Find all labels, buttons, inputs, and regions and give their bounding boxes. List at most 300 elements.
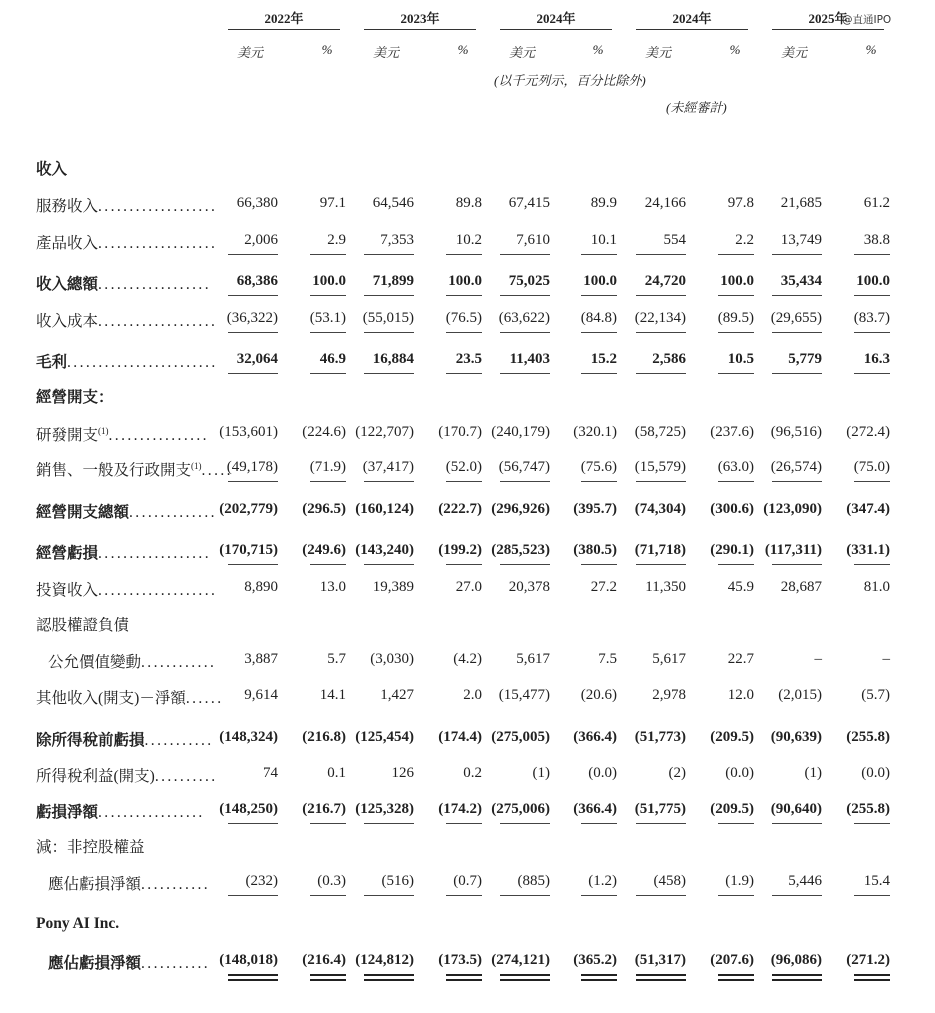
table-cell: (222.7) [438,501,482,517]
table-cell: 23.5 [455,351,482,367]
subtotal-rule [581,254,617,255]
table-cell: (74,304) [634,501,686,517]
table-cell: (237.6) [710,424,754,440]
table-cell: (153,601) [219,424,278,440]
usd-unit-label: 美元 [644,45,671,60]
table-cell: 38.8 [863,232,890,248]
leader-dots: ........... [144,732,214,749]
thousands-note: (以千元列示，百分比除外) [494,73,646,88]
table-cell: 2,978 [652,687,686,703]
table-cell: (83.7) [853,310,890,326]
table-cell: (320.1) [573,424,617,440]
row-label [36,157,67,179]
subtotal-rule [772,332,822,333]
double-underline [446,979,482,981]
row-label [36,728,214,750]
table-cell: 66,380 [236,195,278,211]
double-underline [364,974,414,976]
table-cell: (22,134) [634,310,686,326]
row-label-text: 產品收入 [36,235,99,252]
subtotal-rule [310,332,346,333]
table-cell: (117,311) [764,542,822,558]
double-underline [718,979,754,981]
table-cell: (148,324) [219,729,278,745]
table-cell: (122,707) [355,424,414,440]
table-cell: 7,353 [380,232,414,248]
double-underline [310,979,346,981]
subtotal-rule [310,295,346,296]
leader-dots: ........................ [67,354,218,371]
table-cell: (90,639) [770,729,822,745]
leader-dots: ..... [201,462,233,479]
subtotal-rule [718,481,754,482]
double-underline [636,979,686,981]
subtotal-rule [772,373,822,374]
table-cell: 32,064 [236,351,278,367]
period-year: 2025年 [808,11,848,26]
double-underline [581,979,617,981]
table-cell: (296.5) [302,501,346,517]
row-label [36,578,217,600]
subtotal-rule [310,895,346,896]
double-underline [636,974,686,976]
table-cell: (290.1) [710,542,754,558]
table-cell: 10.2 [455,232,482,248]
table-cell: 21,685 [780,195,822,211]
table-cell: (199.2) [438,542,482,558]
row-label [48,650,216,672]
table-cell: 100.0 [856,273,890,289]
table-cell: (123,090) [763,501,822,517]
table-cell: (300.6) [710,501,754,517]
double-underline [500,979,550,981]
table-cell: 12.0 [727,687,754,703]
table-cell: (55,015) [362,310,414,326]
table-cell: (52.0) [445,459,482,475]
row-label-text: 其他收入(開支)－淨額 [36,690,186,707]
row-label-text: 虧損淨額 [36,804,99,821]
leader-dots: ................... [98,198,218,215]
table-cell: 0.2 [463,765,482,781]
subtotal-rule [500,481,550,482]
subtotal-rule [446,373,482,374]
period-year: 2023年 [400,11,440,26]
row-label-text: 公允價值變動 [48,654,142,671]
table-cell: (216.7) [302,801,346,817]
table-cell: (51,317) [634,952,686,968]
double-underline [446,974,482,976]
double-underline [364,979,414,981]
subtotal-rule [581,481,617,482]
table-cell: (224.6) [302,424,346,440]
table-cell: 68,386 [236,273,278,289]
subtotal-rule [772,564,822,565]
year-underline [364,29,476,30]
row-label [36,613,129,635]
table-cell: (4.2) [453,651,482,667]
year-underline [772,29,884,30]
double-underline [772,979,822,981]
row-label [36,500,217,522]
table-cell: (232) [245,873,278,889]
table-cell: (56,747) [498,459,550,475]
percent-unit-label: % [865,42,877,57]
table-cell: 81.0 [863,579,890,595]
table-cell: 11,350 [645,579,686,595]
subtotal-rule [718,895,754,896]
table-cell: (207.6) [710,952,754,968]
leader-dots: ...... [185,690,224,707]
period-year: 2022年 [264,11,304,26]
subtotal-rule [718,332,754,333]
subtotal-rule [772,895,822,896]
subtotal-rule [854,564,890,565]
table-cell: – [882,651,890,667]
row-label-text: 經營開支： [36,389,114,406]
table-cell: (202,779) [219,501,278,517]
table-cell: (331.1) [846,542,890,558]
subtotal-rule [228,895,278,896]
leader-dots: ........... [141,955,211,972]
subtotal-rule [310,564,346,565]
usd-unit-label: 美元 [780,45,807,60]
subtotal-rule [718,373,754,374]
subtotal-rule [636,254,686,255]
table-cell: 100.0 [448,273,482,289]
row-label-text: 收入總額 [36,276,99,293]
table-cell: (458) [653,873,686,889]
subtotal-rule [636,564,686,565]
subtotal-rule [228,295,278,296]
table-cell: 46.9 [319,351,346,367]
row-label-text: 減：非控股權益 [36,839,145,856]
row-label [36,541,211,563]
leader-dots: .................. [98,545,211,562]
table-cell: (249.6) [302,542,346,558]
table-cell: (0.0) [588,765,617,781]
table-cell: 7,610 [516,232,550,248]
table-cell: 9,614 [244,687,278,703]
table-cell: (216.4) [302,952,346,968]
row-label-text: 除所得稅前虧損 [36,732,145,749]
subtotal-rule [581,895,617,896]
table-cell: (71,718) [634,542,686,558]
table-cell: (170,715) [219,542,278,558]
table-cell: (272.4) [846,424,890,440]
subtotal-rule [310,481,346,482]
table-cell: (75.6) [580,459,617,475]
subtotal-rule [636,823,686,824]
table-cell: 28,687 [780,579,822,595]
table-cell: 19,389 [372,579,414,595]
table-cell: (63,622) [498,310,550,326]
table-cell: 35,434 [780,273,822,289]
percent-unit-label: % [321,42,333,57]
table-cell: (160,124) [355,501,414,517]
subtotal-rule [636,295,686,296]
subtotal-rule [500,564,550,565]
subtotal-rule [364,254,414,255]
subtotal-rule [310,254,346,255]
usd-unit-label: 美元 [236,45,263,60]
subtotal-rule [500,373,550,374]
table-cell: 27.0 [455,579,482,595]
table-cell: (347.4) [846,501,890,517]
double-underline [228,979,278,981]
subtotal-rule [446,332,482,333]
table-cell: 13.0 [319,579,346,595]
table-cell: (285,523) [491,542,550,558]
table-cell: 100.0 [312,273,346,289]
table-cell: (1.2) [588,873,617,889]
table-cell: 1,427 [380,687,414,703]
table-cell: (71.9) [309,459,346,475]
table-cell: (63.0) [717,459,754,475]
subtotal-rule [228,481,278,482]
table-cell: (15,477) [498,687,550,703]
subtotal-rule [446,295,482,296]
subtotal-rule [500,823,550,824]
subtotal-rule [228,373,278,374]
subtotal-rule [446,823,482,824]
table-cell: (365.2) [573,952,617,968]
table-cell: (148,250) [219,801,278,817]
subtotal-rule [636,481,686,482]
subtotal-rule [854,332,890,333]
unaudited-note: (未經審計) [666,100,727,115]
table-cell: (36,322) [226,310,278,326]
footnote-marker: (1) [191,460,202,471]
subtotal-rule [446,564,482,565]
table-cell: 71,899 [372,273,414,289]
table-cell: (51,775) [634,801,686,817]
row-label-text: 銷售、一般及行政開支 [36,462,192,479]
table-cell: (49,178) [226,459,278,475]
table-cell: (90,640) [770,801,822,817]
double-underline [718,974,754,976]
subtotal-rule [581,373,617,374]
table-cell: 554 [663,232,686,248]
table-cell: 89.8 [455,195,482,211]
table-cell: (174.2) [438,801,482,817]
year-underline [228,29,340,30]
table-cell: 75,025 [508,273,550,289]
subtotal-rule [446,254,482,255]
table-cell: 126 [391,765,414,781]
table-cell: (209.5) [710,729,754,745]
table-cell: 10.5 [727,351,754,367]
subtotal-rule [772,481,822,482]
table-cell: 2.0 [463,687,482,703]
subtotal-rule [854,254,890,255]
row-label [48,872,210,894]
row-label-text: 經營開支總額 [36,504,130,521]
subtotal-rule [581,564,617,565]
subtotal-rule [854,823,890,824]
table-cell: (170.7) [438,424,482,440]
table-cell: – [814,651,822,667]
table-cell: (26,574) [770,459,822,475]
table-cell: (366.4) [573,801,617,817]
table-cell: (96,516) [770,424,822,440]
table-cell: (1) [804,765,822,781]
table-cell: 89.9 [590,195,617,211]
table-cell: (296,926) [491,501,550,517]
subtotal-rule [500,332,550,333]
period-year: 2024年 [536,11,576,26]
table-cell: (75.0) [853,459,890,475]
subtotal-rule [636,332,686,333]
row-label-text: 應佔虧損淨額 [48,876,142,893]
table-cell: 67,415 [508,195,550,211]
subtotal-rule [364,373,414,374]
table-cell: (0.0) [861,765,890,781]
table-cell: (255.8) [846,801,890,817]
table-cell: (58,725) [634,424,686,440]
subtotal-rule [364,295,414,296]
table-cell: (125,328) [355,801,414,817]
subtotal-rule [854,895,890,896]
subtotal-rule [636,373,686,374]
table-cell: 61.2 [863,195,890,211]
row-label-text: 應佔虧損淨額 [48,955,142,972]
watermark-text: @直通IPO [842,14,892,26]
leader-dots: ................ [108,427,209,444]
table-cell: 10.1 [590,232,617,248]
subtotal-rule [228,254,278,255]
table-cell: 22.7 [727,651,754,667]
table-cell: 13,749 [780,232,822,248]
table-cell: 7.5 [598,651,617,667]
row-label-text: 服務收入 [36,198,99,215]
table-cell: (148,018) [219,952,278,968]
table-cell: (15,579) [634,459,686,475]
table-cell: (0.3) [317,873,346,889]
row-label [36,350,218,372]
leader-dots: ................... [98,235,218,252]
table-cell: (20.6) [580,687,617,703]
row-label-text: 收入成本 [36,313,99,330]
row-label [36,194,217,216]
table-cell: (255.8) [846,729,890,745]
table-cell: (1.9) [725,873,754,889]
table-cell: 100.0 [583,273,617,289]
subtotal-rule [772,823,822,824]
table-cell: 24,166 [644,195,686,211]
subtotal-rule [364,332,414,333]
table-cell: (271.2) [846,952,890,968]
double-underline [581,974,617,976]
subtotal-rule [854,481,890,482]
subtotal-rule [446,895,482,896]
year-underline [636,29,748,30]
row-label [36,231,217,253]
table-cell: (3,030) [370,651,414,667]
row-label-text: 投資收入 [36,582,99,599]
leader-dots: ................... [98,582,218,599]
table-cell: 15.2 [590,351,617,367]
double-underline [228,974,278,976]
row-label [36,272,211,294]
table-cell: (275,006) [491,801,550,817]
year-underline [500,29,612,30]
table-cell: 97.8 [727,195,754,211]
table-cell: 16,884 [372,351,414,367]
table-cell: 15.4 [863,873,890,889]
double-underline [854,979,890,981]
subtotal-rule [500,895,550,896]
table-cell: (395.7) [573,501,617,517]
subtotal-rule [500,295,550,296]
table-cell: 45.9 [727,579,754,595]
subtotal-rule [228,823,278,824]
leader-dots: ................. [98,804,205,821]
row-label-text: Pony AI Inc. [36,915,120,932]
table-cell: 5,617 [652,651,686,667]
table-cell: (89.5) [717,310,754,326]
percent-unit-label: % [729,42,741,57]
table-cell: (53.1) [309,310,346,326]
subtotal-rule [718,254,754,255]
table-cell: (2) [668,765,686,781]
subtotal-rule [581,295,617,296]
table-cell: (143,240) [355,542,414,558]
row-label-text: 毛利 [36,354,68,371]
row-label [36,915,119,933]
subtotal-rule [718,823,754,824]
period-year: 2024年 [672,11,712,26]
table-cell: (29,655) [770,310,822,326]
leader-dots: ............ [141,654,217,671]
row-label-text: 收入 [36,161,68,178]
subtotal-rule [446,481,482,482]
table-cell: (885) [517,873,550,889]
leader-dots: .................. [98,276,211,293]
row-label [36,686,223,708]
table-cell: (124,812) [355,952,414,968]
usd-unit-label: 美元 [508,45,535,60]
table-cell: (96,086) [770,952,822,968]
double-underline [772,974,822,976]
table-cell: (37,417) [362,459,414,475]
footnote-marker: (1) [98,425,109,436]
table-cell: (274,121) [491,952,550,968]
table-cell: 5,617 [516,651,550,667]
table-cell: 5,779 [788,351,822,367]
subtotal-rule [364,481,414,482]
subtotal-rule [718,295,754,296]
table-cell: 11,403 [509,351,550,367]
table-cell: (1) [532,765,550,781]
table-cell: 64,546 [372,195,414,211]
table-cell: 20,378 [508,579,550,595]
double-underline [500,974,550,976]
percent-unit-label: % [592,42,604,57]
table-cell: (275,005) [491,729,550,745]
row-label [48,951,210,973]
row-label [36,764,218,786]
subtotal-rule [500,254,550,255]
table-cell: 27.2 [590,579,617,595]
table-cell: (380.5) [573,542,617,558]
subtotal-rule [772,295,822,296]
subtotal-rule [854,373,890,374]
subtotal-rule [364,895,414,896]
subtotal-rule [718,564,754,565]
leader-dots: .............. [129,504,217,521]
table-cell: 2,586 [652,351,686,367]
subtotal-rule [772,254,822,255]
